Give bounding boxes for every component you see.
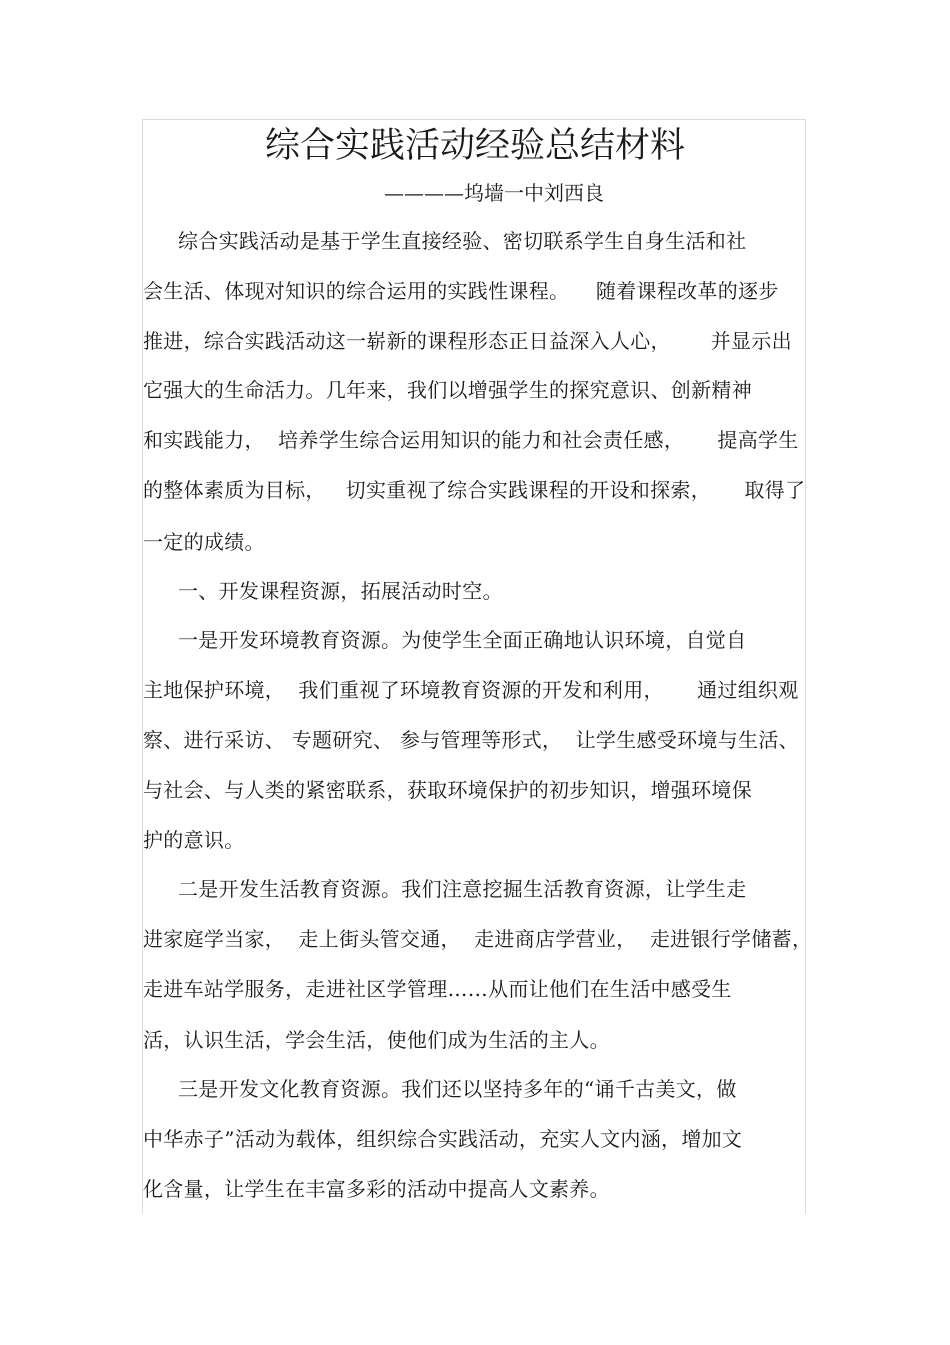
- paragraph-line: 会生活、体现对知识的综合运用的实践性课程。 随着课程改革的逐步: [143, 279, 779, 303]
- paragraph-line: 三是开发文化教育资源。我们还以坚持多年的“诵千古美文，做: [178, 1077, 737, 1101]
- paragraph-line: 活，认识生活，学会生活，使他们成为生活的主人。: [143, 1028, 610, 1052]
- paragraph-line: 综合实践活动是基于学生直接经验、密切联系学生自身生活和社: [178, 229, 747, 253]
- paragraph-line: 察、进行采访、 专题研究、 参与管理等形式， 让学生感受环境与生活、: [143, 728, 799, 752]
- paragraph-line: 一定的成绩。: [143, 530, 265, 554]
- paragraph-line: 的整体素质为目标， 切实重视了综合实践课程的开设和探索， 取得了: [143, 478, 806, 502]
- paragraph-line: 它强大的生命活力。几年来，我们以增强学生的探究意识、创新精神: [143, 378, 752, 402]
- paragraph-line: 护的意识。: [143, 828, 245, 852]
- paragraph-line: 一是开发环境教育资源。为使学生全面正确地认识环境，自觉自: [178, 628, 747, 652]
- author-line: ————坞墙一中刘西良: [384, 181, 604, 205]
- paragraph-line: 中华赤子”活动为载体，组织综合实践活动，充实人文内涵，增加文: [143, 1127, 743, 1151]
- paragraph-line: 二是开发生活教育资源。我们注意挖掘生活教育资源，让学生走: [178, 877, 747, 901]
- paragraph-line: 与社会、与人类的紧密联系，获取环境保护的初步知识，增强环境保: [143, 778, 752, 802]
- paragraph-line: 化含量，让学生在丰富多彩的活动中提高人文素养。: [143, 1177, 610, 1201]
- paragraph-line: 进家庭学当家， 走上街头管交通， 走进商店学营业， 走进银行学储蓄，: [143, 927, 813, 951]
- document-title: 综合实践活动经验总结材料: [264, 126, 685, 166]
- paragraph-line: 推进，综合实践活动这一崭新的课程形态正日益深入人心， 并显示出: [143, 329, 792, 353]
- section-heading: 一、开发课程资源，拓展活动时空。: [178, 579, 503, 603]
- paragraph-line: 走进车站学服务，走进社区学管理……从而让他们在生活中感受生: [143, 977, 732, 1001]
- paragraph-line: 主地保护环境， 我们重视了环境教育资源的开发和利用， 通过组织观: [143, 678, 799, 702]
- paragraph-line: 和实践能力， 培养学生综合运用知识的能力和社会责任感， 提高学生: [143, 428, 799, 452]
